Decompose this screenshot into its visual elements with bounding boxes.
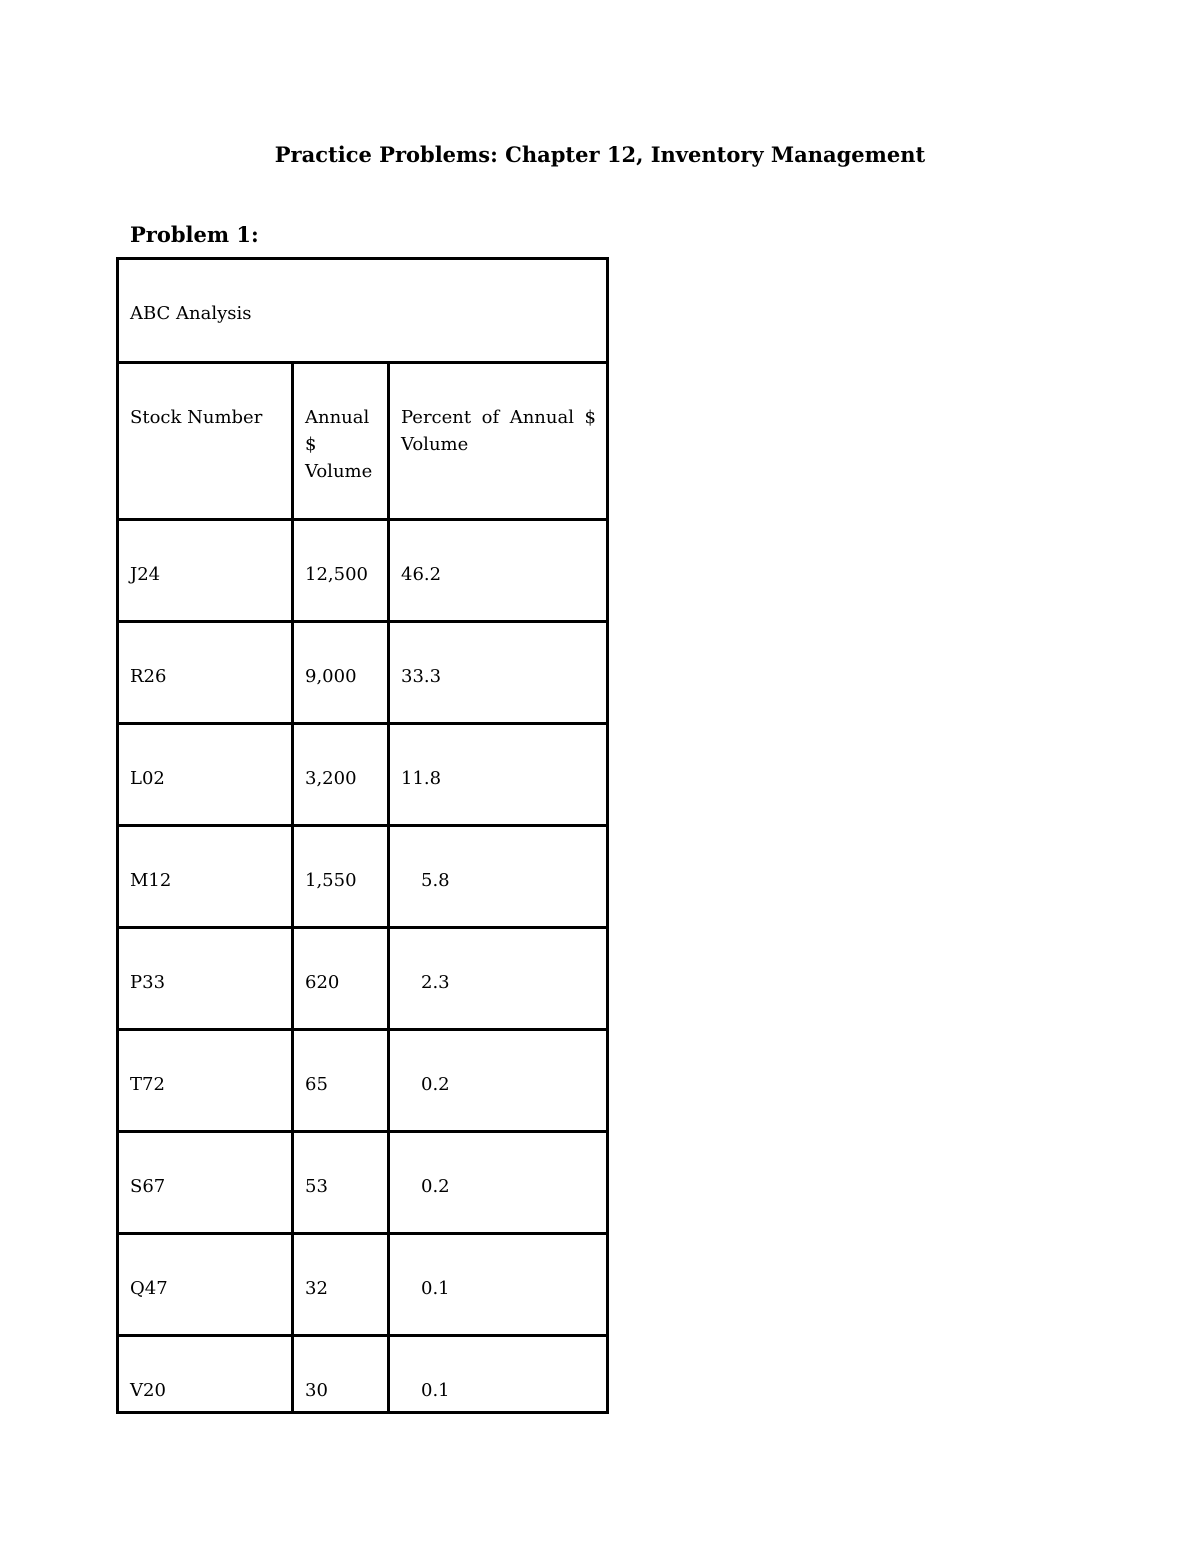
annual-volume-cell: 9,000 — [293, 622, 389, 724]
table-row — [118, 826, 608, 928]
annual-volume-cell: 3,200 — [293, 724, 389, 826]
table-caption: ABC Analysis — [118, 259, 608, 363]
percent-value: 0.2 — [421, 1074, 450, 1095]
annual-volume-cell: 1,550 — [293, 826, 389, 928]
table-header-row — [118, 363, 608, 520]
header-stock-number: Stock Number — [118, 363, 293, 520]
annual-volume-cell: 30 — [293, 1336, 389, 1413]
header-percent-volume: Percent of Annual $ Volume — [389, 363, 608, 520]
table-row — [118, 1234, 608, 1336]
table-row — [118, 1132, 608, 1234]
problem-label: Problem 1: — [130, 222, 259, 247]
stock-number-cell: L02 — [118, 724, 293, 826]
percent-volume-cell — [389, 622, 608, 724]
percent-volume-cell — [389, 1030, 608, 1132]
table-row — [118, 520, 608, 622]
annual-volume-cell: 65 — [293, 1030, 389, 1132]
annual-volume-cell: 12,500 — [293, 520, 389, 622]
stock-number-cell: P33 — [118, 928, 293, 1030]
percent-value: 0.2 — [421, 1176, 450, 1197]
header-annual-volume: Annual $ Volume — [293, 363, 389, 520]
percent-volume-cell — [389, 1336, 608, 1413]
table-row — [118, 1030, 608, 1132]
stock-number-cell: Q47 — [118, 1234, 293, 1336]
percent-value: 5.8 — [421, 870, 450, 891]
percent-value: 2.3 — [421, 972, 450, 993]
stock-number-cell: S67 — [118, 1132, 293, 1234]
table-row — [118, 928, 608, 1030]
document-title: Practice Problems: Chapter 12, Inventory Management — [274, 142, 926, 167]
table-row — [118, 622, 608, 724]
percent-volume-cell — [389, 1234, 608, 1336]
percent-value: 46.2 — [401, 564, 442, 585]
annual-volume-cell: 32 — [293, 1234, 389, 1336]
annual-volume-cell: 53 — [293, 1132, 389, 1234]
percent-volume-cell — [389, 724, 608, 826]
percent-value: 11.8 — [401, 768, 442, 789]
annual-volume-cell: 620 — [293, 928, 389, 1030]
percent-volume-cell — [389, 928, 608, 1030]
stock-number-cell: M12 — [118, 826, 293, 928]
stock-number-cell: T72 — [118, 1030, 293, 1132]
table-caption-row — [118, 259, 608, 363]
table-row — [118, 724, 608, 826]
table-row — [118, 1336, 608, 1413]
stock-number-cell: R26 — [118, 622, 293, 724]
stock-number-cell: V20 — [118, 1336, 293, 1413]
percent-value: 0.1 — [421, 1380, 450, 1401]
stock-number-cell: J24 — [118, 520, 293, 622]
abc-analysis-table — [116, 257, 609, 1414]
percent-value: 0.1 — [421, 1278, 450, 1299]
percent-volume-cell — [389, 826, 608, 928]
percent-volume-cell — [389, 1132, 608, 1234]
percent-volume-cell — [389, 520, 608, 622]
percent-value: 33.3 — [401, 666, 442, 687]
